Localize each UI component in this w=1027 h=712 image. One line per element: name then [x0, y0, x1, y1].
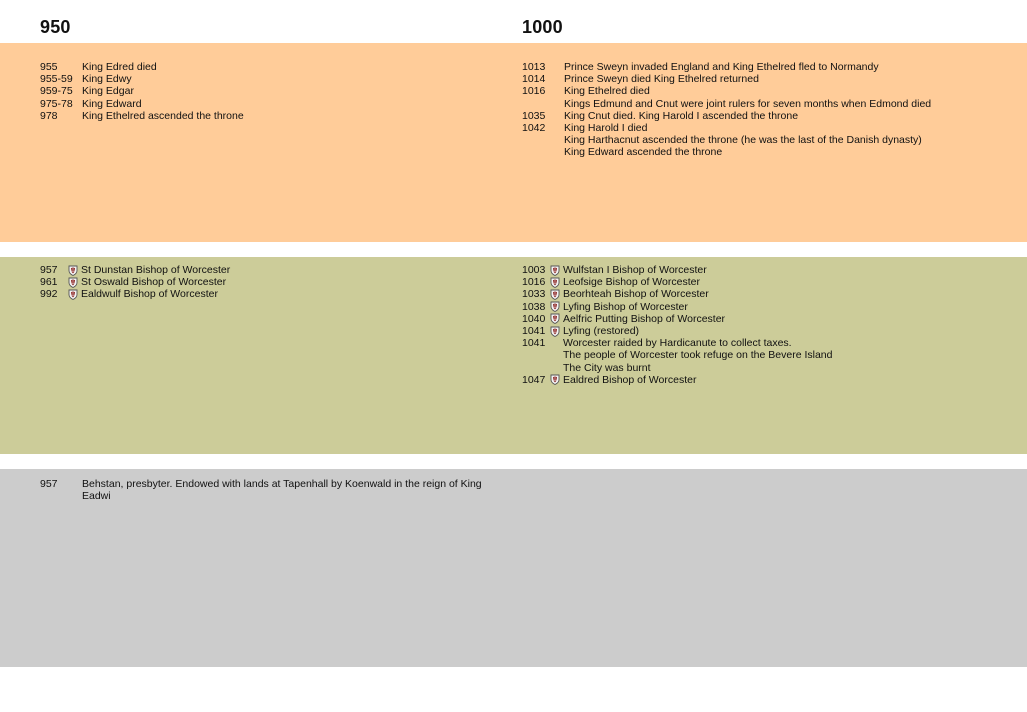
mitre-shield-icon — [68, 264, 81, 276]
mitre-shield-icon — [550, 313, 563, 325]
entry-year: 1013 — [522, 61, 546, 73]
entry-text: Ealdwulf Bishop of Worcester — [81, 288, 218, 301]
timeline-entry — [522, 85, 1002, 97]
timeline-entry — [522, 349, 1002, 361]
mitre-shield-icon — [68, 288, 81, 300]
timeline-entry — [522, 325, 1002, 337]
entry-year: 992 — [40, 288, 58, 301]
entry-year: 955 — [40, 61, 58, 73]
timeline-entry — [522, 362, 1002, 374]
other-column-950 — [40, 478, 490, 502]
timeline-entry — [522, 374, 1002, 386]
entry-text: Ealdred Bishop of Worcester — [563, 373, 697, 386]
entry-year: 1040 — [522, 312, 546, 325]
timeline-entry — [522, 288, 1002, 300]
entry-year: 1014 — [522, 73, 546, 86]
icon-spacer — [550, 362, 563, 374]
mitre-shield-icon — [68, 276, 81, 288]
other-events-band — [0, 469, 1027, 667]
royal-column-1000 — [522, 61, 1002, 159]
timeline-entry — [522, 73, 1002, 85]
entry-year: 1016 — [522, 85, 546, 98]
entry-year: 1003 — [522, 264, 546, 276]
entry-text: Leofsige Bishop of Worcester — [563, 276, 700, 289]
entry-text: Prince Sweyn died King Ethelred returned — [564, 73, 759, 86]
decade-heading-1000: 1000 — [522, 17, 563, 37]
timeline-entry — [522, 301, 1002, 313]
entry-text: King Edward — [82, 97, 142, 110]
entry-year: 961 — [40, 276, 58, 289]
mitre-shield-icon — [550, 264, 563, 276]
timeline-entry — [522, 110, 1002, 122]
entry-text: King Ethelred died — [564, 85, 650, 98]
entry-year: 1041 — [522, 337, 546, 350]
entry-text: Lyfing (restored) — [563, 325, 640, 338]
entry-text: Kings Edmund and Cnut were joint rulers for seven months when Edmond died — [564, 97, 932, 110]
timeline-entry — [40, 98, 490, 110]
entry-text: St Oswald Bishop of Worcester — [81, 276, 227, 289]
decade-heading-950: 950 — [40, 17, 71, 37]
royal-column-950 — [40, 61, 490, 122]
entry-text: Worcester raided by Hardicanute to collect taxes. — [563, 337, 792, 350]
timeline-entry — [40, 110, 490, 122]
icon-spacer — [550, 349, 563, 361]
entry-year: 1042 — [522, 122, 546, 135]
timeline-entry — [40, 73, 490, 85]
mitre-shield-icon — [550, 288, 563, 300]
entry-text: King Harold I died — [564, 122, 648, 135]
timeline-entry — [40, 61, 490, 73]
timeline-entry — [522, 264, 1002, 276]
timeline-entry — [522, 276, 1002, 288]
entry-year: 978 — [40, 109, 58, 122]
entry-text: King Edgar — [82, 85, 134, 98]
entry-text: Behstan, presbyter. Endowed with lands at Tapenhall by Koenwald in the reign of King Eadwi — [82, 478, 482, 503]
entry-text: Wulfstan I Bishop of Worcester — [563, 264, 707, 276]
entry-year: 959-75 — [40, 85, 73, 98]
entry-year: 1016 — [522, 276, 546, 289]
entry-text: Prince Sweyn invaded England and King Ethelred fled to Normandy — [564, 61, 879, 73]
church-column-1000 — [522, 264, 1002, 386]
entry-year: 957 — [40, 264, 58, 276]
entry-text: Beorhteah Bishop of Worcester — [563, 288, 709, 301]
timeline-entry — [522, 61, 1002, 73]
entry-text: King Ethelred ascended the throne — [82, 109, 244, 122]
entry-text: King Edred died — [82, 61, 157, 73]
timeline-entry — [522, 134, 1002, 146]
entry-text: King Edwy — [82, 73, 132, 86]
entry-year: 1033 — [522, 288, 546, 301]
timeline-entry — [522, 313, 1002, 325]
timeline-entry — [40, 264, 490, 276]
entry-text: Aelfric Putting Bishop of Worcester — [563, 312, 726, 325]
timeline-entry — [522, 146, 1002, 158]
church-events-band — [0, 257, 1027, 454]
entry-year: 955-59 — [40, 73, 73, 86]
mitre-shield-icon — [550, 276, 563, 288]
entry-text: King Cnut died. King Harold I ascended the throne — [564, 109, 799, 122]
entry-text: King Edward ascended the throne — [564, 146, 723, 159]
entry-text: King Harthacnut ascended the throne (he was the last of the Danish dynasty) — [564, 134, 922, 147]
entry-text: The City was burnt — [563, 361, 651, 374]
entry-year: 1038 — [522, 300, 546, 313]
mitre-shield-icon — [550, 325, 563, 337]
timeline-entry — [522, 337, 1002, 349]
entry-text: Lyfing Bishop of Worcester — [563, 300, 688, 313]
timeline-entry — [522, 122, 1002, 134]
church-column-950 — [40, 264, 490, 301]
entry-year: 975-78 — [40, 97, 73, 110]
royal-events-band — [0, 43, 1027, 242]
icon-spacer — [550, 337, 563, 349]
timeline-entry — [40, 85, 490, 97]
timeline-entry — [40, 288, 490, 300]
timeline-entry — [40, 478, 490, 502]
entry-text: St Dunstan Bishop of Worcester — [81, 264, 231, 276]
timeline-entry — [522, 98, 1002, 110]
mitre-shield-icon — [550, 301, 563, 313]
mitre-shield-icon — [550, 374, 563, 386]
entry-year: 957 — [40, 478, 58, 490]
entry-year: 1035 — [522, 109, 546, 122]
entry-year: 1041 — [522, 325, 546, 338]
entry-text: The people of Worcester took refuge on the Bevere Island — [563, 349, 833, 362]
timeline-entry — [40, 276, 490, 288]
entry-year: 1047 — [522, 373, 546, 386]
